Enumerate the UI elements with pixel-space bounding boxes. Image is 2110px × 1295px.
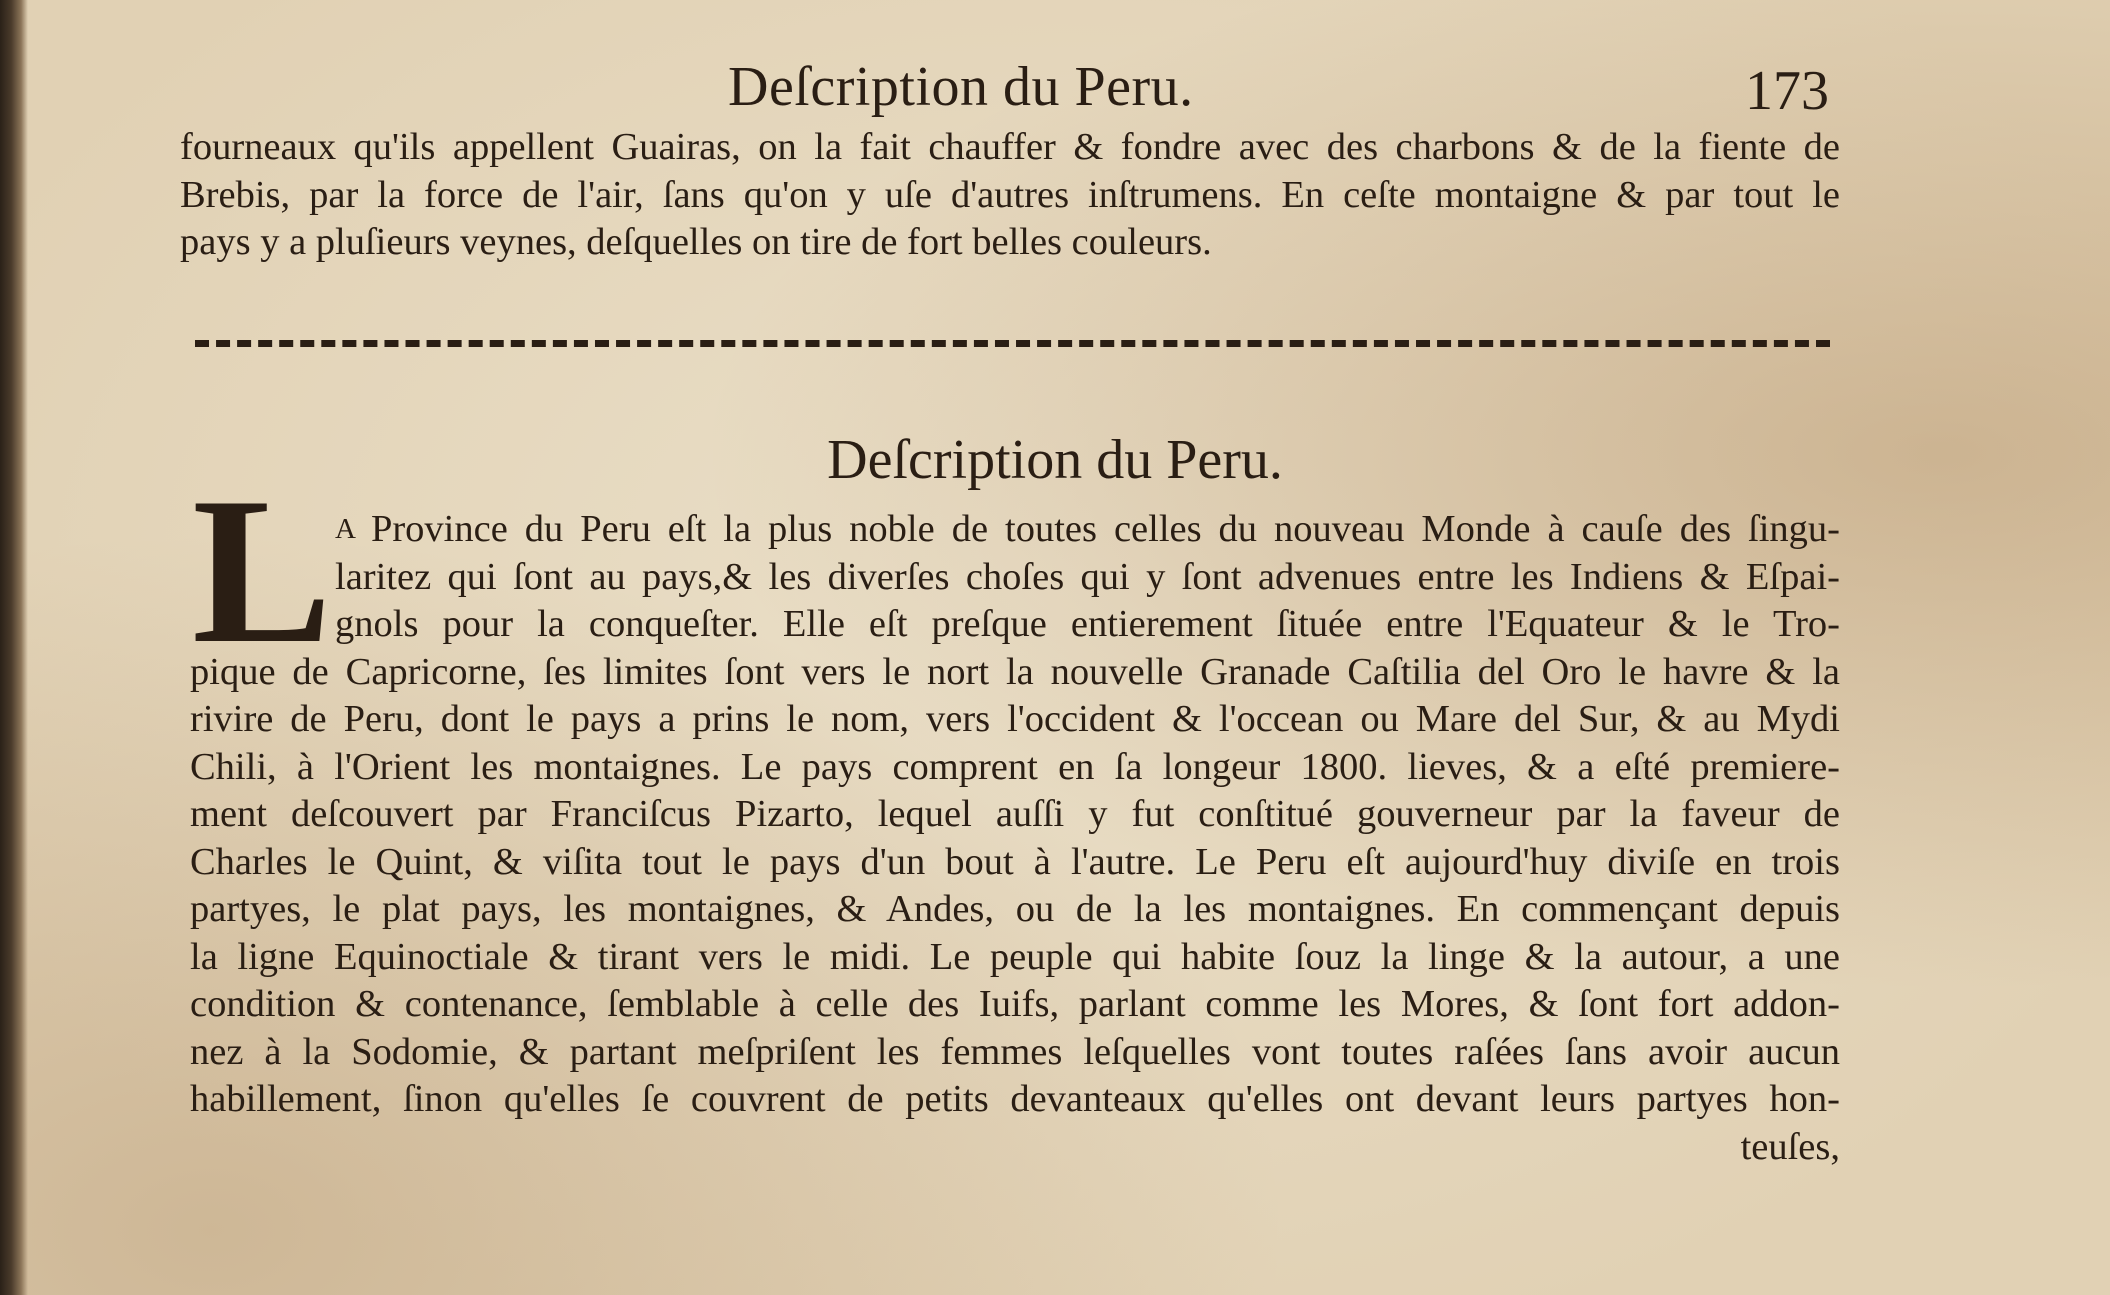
section-opening-lines [335,506,1840,649]
catchword: teuſes, [1740,1125,1840,1168]
body-line: partyes, le plat pays, les montaignes, & Andes, ou de la les montaignes. En commençant depuis [190,888,1840,930]
section-title: Deſcription du Peru. [827,429,1283,491]
body-line: la ligne Equinoctiale & tirant vers le midi. Le peuple qui habite ſouz la linge & la autour, a une [190,935,1840,978]
running-title: Deſcription du Peru. [728,56,1194,118]
continuation-line: pays y a pluſieurs veynes, deſquelles on tire de fort belles couleurs. [180,221,1212,263]
opening-line [335,506,1840,554]
body-line: condition & contenance, ſemblable à celle des Iuifs, parlant comme les Mores, & ſont fort addon- [190,983,1840,1025]
body-line: ment deſcouvert par Franciſcus Pizarto, lequel auſſi y fut conſtitué gouverneur par la faveur de [190,793,1840,835]
body-line: rivire de Peru, dont le pays a prins le nom, vers l'occident & l'occean ou Mare del Sur, & au Mydi [190,698,1840,740]
body-line: Charles le Quint, & viſita tout le pays d'un bout à l'autre. Le Peru eſt aujourd'huy diviſe en trois [190,840,1840,883]
continuation-line: Brebis, par la force de l'air, ſans qu'on y uſe d'autres inſtrumens. En ceſte montaigne & par tout le [180,173,1840,216]
opening-line-text: Province du Peru eſt la plus noble de toutes celles du nouveau Monde à cauſe des ſingu- [370,508,1840,550]
drop-cap-initial: L [192,455,333,687]
body-line: habillement, ſinon qu'elles ſe couvrent de petits devanteaux qu'elles ont devant leurs partyes hon- [190,1078,1840,1120]
body-line: gnols pour la conqueſter. Elle eſt preſque entierement ſituée entre l'Equateur & le Tro- [335,603,1840,645]
book-binding-shadow [0,0,28,1295]
body-line: nez à la Sodomie, & partant meſpriſent les femmes leſquelles vont toutes raſées ſans avoir aucun [190,1030,1840,1073]
opening-word: A [335,513,357,545]
body-line: laritez qui ſont au pays,& les diverſes choſes qui y ſont advenues entre les Indiens & Eſpai- [335,555,1840,598]
continuation-line: fourneaux qu'ils appellent Guairas, on la fait chauffer & fondre avec des charbons & de la fiente de [180,126,1840,168]
section-divider-rule [195,340,1830,347]
page-number: 173 [1745,60,1829,122]
continuation-text [180,124,1840,267]
section-body [190,649,1840,1172]
running-head [0,55,2110,125]
body-line: pique de Capricorne, ſes limites ſont vers le nort la nouvelle Granade Caſtilia del Oro le havre & la [190,650,1840,693]
body-line: Chili, à l'Orient les montaignes. Le pays comprent en ſa longeur 1800. lieves, & a eſté premiere- [190,745,1840,788]
